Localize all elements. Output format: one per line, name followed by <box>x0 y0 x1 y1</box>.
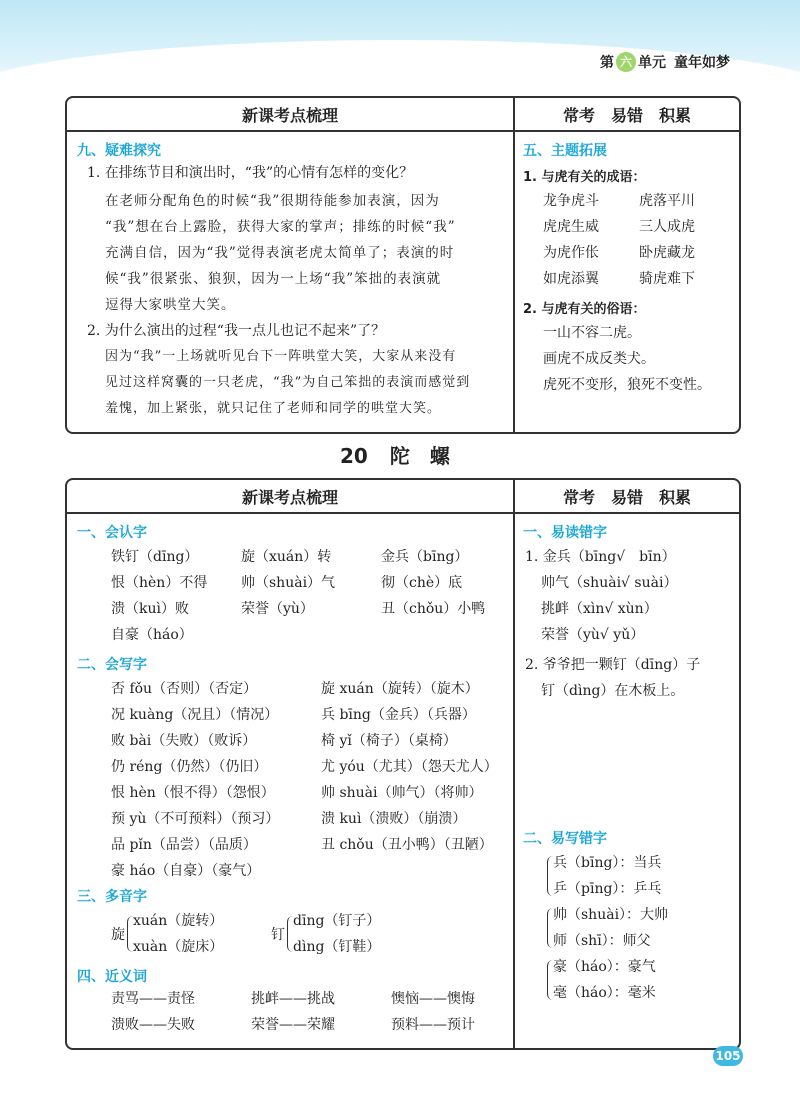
section-title: 一、会认字 <box>77 525 147 541</box>
section-title: 二、会写字 <box>77 657 147 673</box>
review-box-bottom <box>65 478 741 1050</box>
header-right <box>515 480 739 514</box>
sayings-label: 2. 与虎有关的俗语： <box>523 302 646 317</box>
misread-item: 荣誉（yù√ yǔ） <box>541 627 645 643</box>
synonym-pair: 荣誉——荣耀 <box>251 1017 335 1033</box>
idiom: 虎虎生威 <box>543 219 599 235</box>
recognize-word: 铁钉（dīng） <box>111 549 199 565</box>
miswrite-item: 乒（pīng）：乒乓 <box>553 881 662 897</box>
answer-1-line: “我”想在台上露脸，获得大家的掌声；排练的时候“我” <box>105 219 456 235</box>
section-title: 三、多音字 <box>77 889 147 905</box>
question-1: 1. 在排练节目和演出时，“我”的心情有怎样的变化？ <box>87 165 414 181</box>
idiom: 骑虎难下 <box>639 271 695 287</box>
write-word: 仍 réng（仍然）（仍旧） <box>111 759 268 775</box>
idiom: 三人成虎 <box>639 219 695 235</box>
unit-header <box>600 52 730 72</box>
idiom: 虎落平川 <box>639 193 695 209</box>
misread-sentence: 2. 爷爷把一颗钉（dīng）子 <box>525 657 701 673</box>
synonym-pair: 责骂——责怪 <box>111 991 195 1007</box>
page-number: 105 <box>713 1046 743 1066</box>
write-word: 品 pǐn（品尝）（品质） <box>111 837 257 853</box>
column-divider <box>513 98 515 432</box>
misread-sentence: 钉（dìng）在木板上。 <box>541 683 685 699</box>
recognize-word: 丑（chǒu）小鸭 <box>381 601 486 617</box>
synonym-pair: 挑衅——挑战 <box>251 991 335 1007</box>
answer-2-line: 见过这样窝囊的一只老虎，“我”为自己笨拙的表演而感觉到 <box>105 375 471 390</box>
answer-1-line: 逗得大家哄堂大笑。 <box>105 297 236 313</box>
write-word: 溃 kuì（溃败）（崩溃） <box>321 811 467 827</box>
recognize-word: 恨（hèn）不得 <box>111 575 208 591</box>
unit-suffix: 单元 <box>638 55 666 71</box>
write-word: 尤 yóu（尤其）（怨天尤人） <box>321 759 498 775</box>
polyphone-reading: xuàn（旋床） <box>133 939 224 955</box>
recognize-word: 旋（xuán）转 <box>241 549 332 565</box>
recognize-word: 溃（kuì）败 <box>111 601 189 617</box>
answer-2-line: 羞愧，加上紧张，就只记住了老师和同学的哄堂大笑。 <box>105 401 442 416</box>
unit-number-badge: 六 <box>616 52 636 72</box>
miswrite-item: 毫（háo）：毫米 <box>553 985 656 1001</box>
lesson-number: 20 <box>340 444 368 468</box>
write-word: 恨 hèn（恨不得）（怨恨） <box>111 785 275 801</box>
idiom: 龙争虎斗 <box>543 193 599 209</box>
miswrite-item: 师（shī）：师父 <box>553 933 651 949</box>
recognize-word: 自豪（háo） <box>111 627 193 643</box>
section-title: 二、易写错字 <box>523 831 607 847</box>
write-word: 否 fǒu（否则）（否定） <box>111 681 258 697</box>
unit-prefix: 第 <box>600 55 614 71</box>
write-word: 况 kuàng（况且）（情况） <box>111 707 279 723</box>
header-left <box>67 480 513 514</box>
synonym-pair: 溃败——失败 <box>111 1017 195 1033</box>
saying: 画虎不成反类犬。 <box>543 351 655 367</box>
idiom: 卧虎藏龙 <box>639 245 695 261</box>
section-title: 九、疑难探究 <box>77 143 161 159</box>
column-divider <box>513 480 515 1048</box>
header-left-label: 新课考点梳理 <box>241 487 338 507</box>
header-left <box>67 98 513 132</box>
polyphone-char: 旋 <box>111 927 125 943</box>
header-right-label: 常考 易错 积累 <box>562 105 691 125</box>
misread-item: 1. 金兵（bīng√ bīn） <box>525 549 676 565</box>
section-title: 四、近义词 <box>77 969 147 985</box>
synonym-pair: 懊恼——懊悔 <box>391 991 475 1007</box>
miswrite-item: 豪（háo）：豪气 <box>553 959 656 975</box>
idioms-label: 1. 与虎有关的成语： <box>523 170 646 185</box>
write-word: 兵 bīng（金兵）（兵器） <box>321 707 476 723</box>
answer-2-line: 因为“我”一上场就听见台下一阵哄堂大笑，大家从来没有 <box>105 349 457 364</box>
answer-1-line: 充满自信，因为“我”觉得表演老虎太简单了；表演的时 <box>105 245 455 261</box>
write-word: 椅 yǐ（椅子）（桌椅） <box>321 733 457 749</box>
misread-item: 挑衅（xìn√ xùn） <box>541 601 658 617</box>
section-title: 一、易读错字 <box>523 525 607 541</box>
misread-item: 帅气（shuài√ suài） <box>541 575 678 591</box>
recognize-word: 金兵（bīng） <box>381 549 469 565</box>
header-left-label: 新课考点梳理 <box>241 105 338 125</box>
polyphone-reading: dìng（钉鞋） <box>293 939 381 955</box>
idiom: 为虎作伥 <box>543 245 599 261</box>
recognize-word: 荣誉（yù） <box>241 601 314 617</box>
answer-1-line: 在老师分配角色的时候“我”很期待能参加表演，因为 <box>105 193 440 209</box>
section-title: 五、主题拓展 <box>523 143 607 159</box>
synonym-pair: 预料——预计 <box>391 1017 475 1033</box>
polyphone-reading: dīng（钉子） <box>293 913 381 929</box>
write-word: 丑 chǒu（丑小鸭）（丑陋） <box>321 837 493 853</box>
lesson-title <box>340 440 472 469</box>
miswrite-item: 兵（bīng）：当兵 <box>553 855 662 871</box>
saying: 虎死不变形，狼死不变性。 <box>543 377 711 393</box>
polyphone-char: 钉 <box>271 927 285 943</box>
write-word: 旋 xuán（旋转）（旋木） <box>321 681 479 697</box>
write-word: 豪 háo（自豪）（豪气） <box>111 863 261 879</box>
polyphone-reading: xuán（旋转） <box>133 913 224 929</box>
question-2: 2. 为什么演出的过程“我一点儿也记不起来”了？ <box>87 323 386 339</box>
review-box-top <box>65 96 741 434</box>
top-band <box>0 0 800 90</box>
write-word: 帅 shuài（帅气）（将帅） <box>321 785 483 801</box>
recognize-word: 彻（chè）底 <box>381 575 463 591</box>
answer-1-line: 候“我”很紧张、狼狈，因为一上场“我”笨拙的表演就 <box>105 271 442 287</box>
miswrite-item: 帅（shuài）：大帅 <box>553 907 669 923</box>
write-word: 预 yù（不可预料）（预习） <box>111 811 280 827</box>
recognize-word: 帅（shuài）气 <box>241 575 336 591</box>
unit-title: 童年如梦 <box>674 55 730 71</box>
header-right <box>515 98 739 132</box>
write-word: 败 bài（失败）（败诉） <box>111 733 257 749</box>
lesson-name: 陀 螺 <box>389 444 450 468</box>
header-right-label: 常考 易错 积累 <box>562 487 691 507</box>
saying: 一山不容二虎。 <box>543 325 641 341</box>
idiom: 如虎添翼 <box>543 271 599 287</box>
